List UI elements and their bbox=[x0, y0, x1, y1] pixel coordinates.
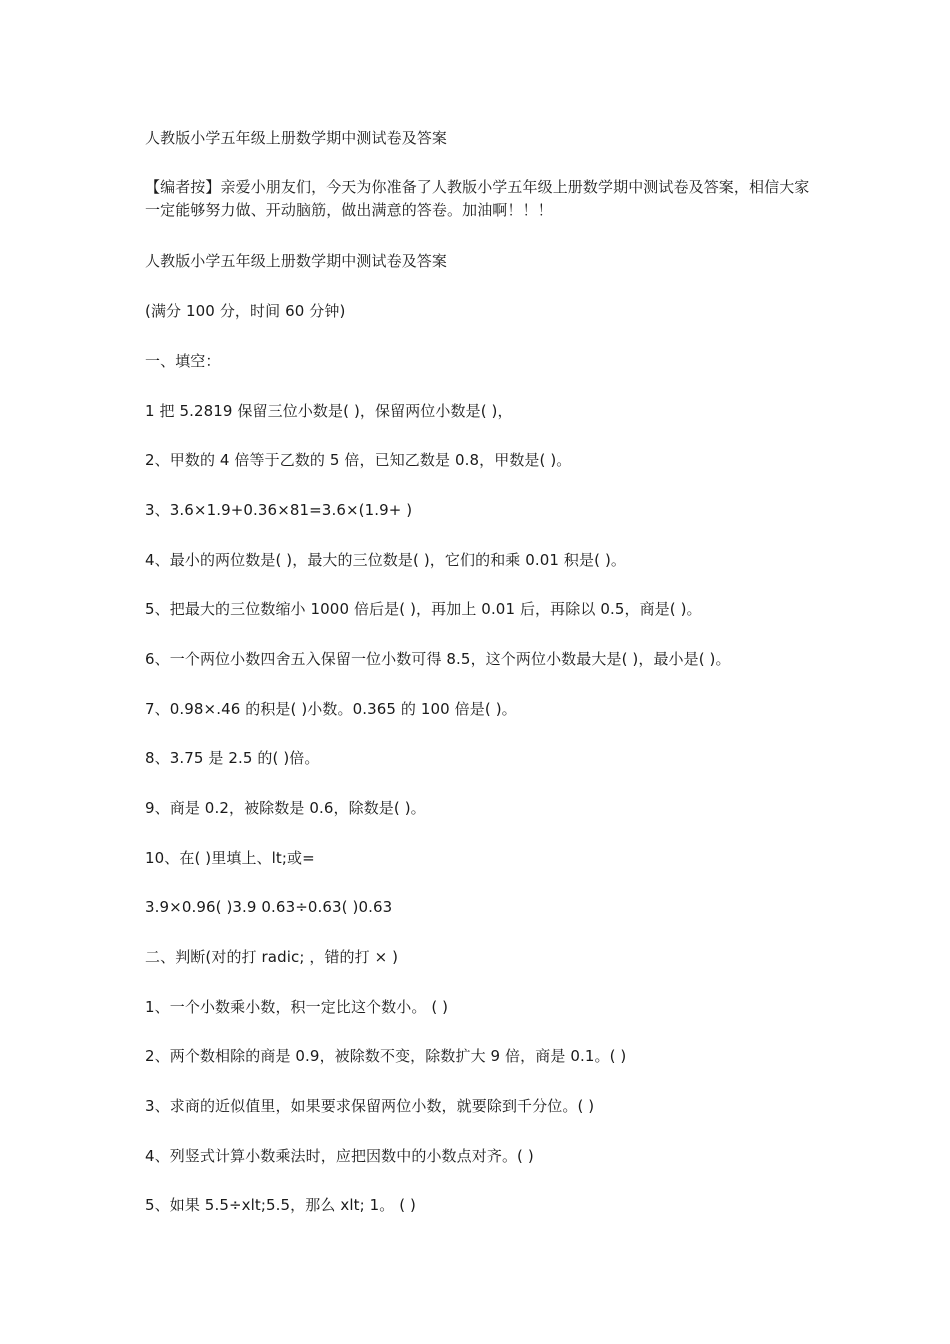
question-item: 7、0.98×.46 的积是( )小数。0.365 的 100 倍是( )。 bbox=[145, 700, 517, 718]
judgment-item: 2、两个数相除的商是 0.9，被除数不变，除数扩大 9 倍，商是 0.1。( ) bbox=[145, 1047, 627, 1065]
question-item: 3.9×0.96( )3.9 0.63÷0.63( )0.63 bbox=[145, 898, 393, 916]
question-item: 1 把 5.2819 保留三位小数是( )，保留两位小数是( )， bbox=[145, 402, 513, 420]
judgment-item: 3、求商的近似值里，如果要求保留两位小数，就要除到千分位。( ) bbox=[145, 1097, 595, 1115]
section-heading-true-false: 二、判断(对的打 radic; ，错的打 × ) bbox=[145, 948, 399, 966]
question-item: 9、商是 0.2，被除数是 0.6，除数是( )。 bbox=[145, 799, 426, 817]
judgment-item: 5、如果 5.5÷xlt;5.5，那么 xlt; 1。 ( ) bbox=[145, 1196, 416, 1214]
question-item: 8、3.75 是 2.5 的( )倍。 bbox=[145, 749, 320, 767]
judgment-item: 4、列竖式计算小数乘法时，应把因数中的小数点对齐。( ) bbox=[145, 1147, 534, 1165]
question-item: 10、在( )里填上、lt;或= bbox=[145, 849, 315, 867]
document-title: 人教版小学五年级上册数学期中测试卷及答案 bbox=[145, 129, 448, 147]
question-item: 2、甲数的 4 倍等于乙数的 5 倍，已知乙数是 0.8，甲数是( )。 bbox=[145, 451, 572, 469]
document-subtitle: 人教版小学五年级上册数学期中测试卷及答案 bbox=[145, 252, 448, 270]
editor-note: 【编者按】亲爱小朋友们，今天为你准备了人教版小学五年级上册数学期中测试卷及答案，相信大家一定能够努力做、开动脑筋，做出满意的答卷。加油啊！！！ bbox=[145, 178, 810, 219]
exam-meta: (满分 100 分，时间 60 分钟) bbox=[145, 302, 346, 320]
section-heading-fill-in: 一、填空： bbox=[145, 352, 221, 370]
question-item: 4、最小的两位数是( )，最大的三位数是( )，它们的和乘 0.01 积是( )。 bbox=[145, 551, 626, 569]
judgment-item: 1、一个小数乘小数，积一定比这个数小。 ( ) bbox=[145, 998, 449, 1016]
question-item: 6、一个两位小数四舍五入保留一位小数可得 8.5，这个两位小数最大是( )，最小是( )。 bbox=[145, 650, 731, 668]
question-item: 3、3.6×1.9+0.36×81=3.6×(1.9+ ) bbox=[145, 501, 413, 519]
question-item: 5、把最大的三位数缩小 1000 倍后是( )，再加上 0.01 后，再除以 0.5，商是( )。 bbox=[145, 600, 702, 618]
